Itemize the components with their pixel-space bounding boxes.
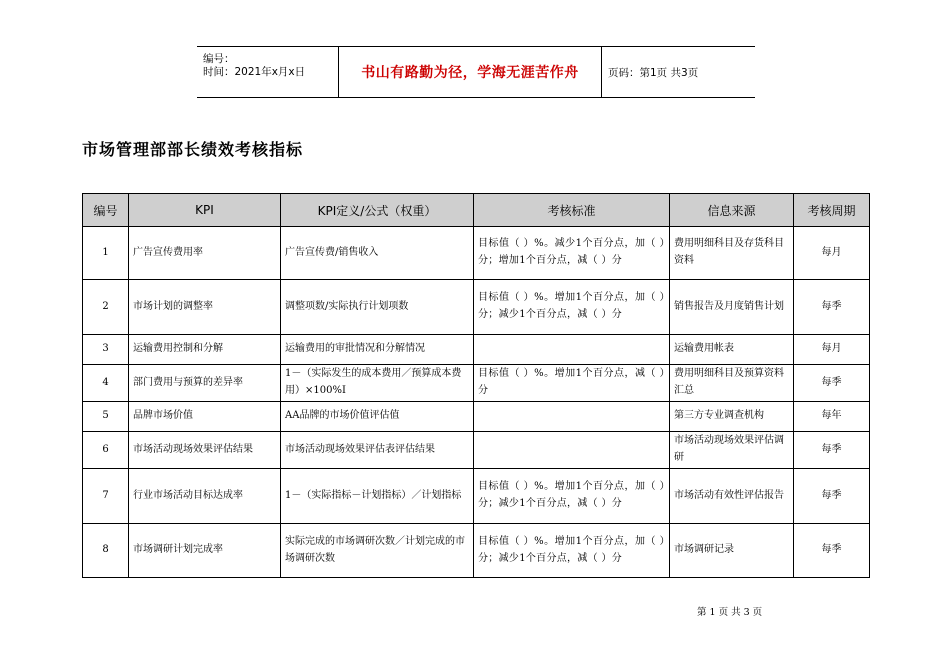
page-footer: 第 1 页 共 3 页 (697, 607, 763, 618)
info-source: 费用明细科目及预算资料汇总 (670, 365, 794, 402)
column-header: KPI (129, 194, 281, 227)
row-number: 3 (83, 335, 129, 365)
table-row (83, 365, 870, 402)
kpi-standard (474, 335, 670, 365)
kpi-definition: 市场活动现场效果评估表评估结果 (281, 432, 474, 469)
kpi-name: 市场活动现场效果评估结果 (129, 432, 281, 469)
table-row (83, 524, 870, 578)
kpi-standard (474, 432, 670, 469)
review-period: 每季 (794, 280, 870, 335)
kpi-definition: 调整项数/实际执行计划项数 (281, 280, 474, 335)
page-header (197, 46, 755, 98)
table-row (83, 402, 870, 432)
table-row (83, 280, 870, 335)
kpi-standard: 目标值（ ）%。增加1个百分点，加（ ）分；减少1个百分点，减（ ）分 (474, 524, 670, 578)
column-header: 考核周期 (794, 194, 870, 227)
kpi-standard (474, 402, 670, 432)
motto-text: 书山有路勤为径，学海无涯苦作舟 (361, 65, 579, 81)
document-title: 市场管理部部长绩效考核指标 (82, 140, 304, 159)
kpi-name: 行业市场活动目标达成率 (129, 469, 281, 524)
column-header: 考核标准 (474, 194, 670, 227)
row-number: 8 (83, 524, 129, 578)
review-period: 每季 (794, 365, 870, 402)
info-source: 市场活动现场效果评估调研 (670, 432, 794, 469)
info-source: 市场活动有效性评估报告 (670, 469, 794, 524)
column-header: KPI定义/公式（权重） (281, 194, 474, 227)
row-number: 7 (83, 469, 129, 524)
table-row (83, 227, 870, 280)
header-motto-cell (339, 47, 602, 97)
row-number: 1 (83, 227, 129, 280)
info-source: 费用明细科目及存货科目资料 (670, 227, 794, 280)
column-header: 信息来源 (670, 194, 794, 227)
table-row (83, 469, 870, 524)
info-source: 市场调研记录 (670, 524, 794, 578)
page-code: 页码：第1页 共3页 (608, 66, 699, 79)
kpi-name: 运输费用控制和分解 (129, 335, 281, 365)
review-period: 每月 (794, 335, 870, 365)
row-number: 2 (83, 280, 129, 335)
kpi-standard: 目标值（ ）%。增加1个百分点，加（ ）分；减少1个百分点，减（ ）分 (474, 280, 670, 335)
kpi-name: 品牌市场价值 (129, 402, 281, 432)
kpi-standard: 目标值（ ）%。减少1个百分点，加（ ）分；增加1个百分点，减（ ）分 (474, 227, 670, 280)
kpi-definition: 实际完成的市场调研次数／计划完成的市场调研次数 (281, 524, 474, 578)
table-row (83, 432, 870, 469)
code-label: 编号： (203, 53, 235, 65)
kpi-definition: 1－（实际指标－计划指标）／计划指标 (281, 469, 474, 524)
kpi-standard: 目标值（ ）%。增加1个百分点，加（ ）分；减少1个百分点，减（ ）分 (474, 469, 670, 524)
table-header-row (83, 194, 870, 227)
kpi-name: 部门费用与预算的差异率 (129, 365, 281, 402)
kpi-standard: 目标值（ ）%。增加1个百分点，减（ ）分 (474, 365, 670, 402)
row-number: 6 (83, 432, 129, 469)
review-period: 每年 (794, 402, 870, 432)
review-period: 每季 (794, 432, 870, 469)
table-row (83, 335, 870, 365)
info-source: 运输费用帐表 (670, 335, 794, 365)
info-source: 销售报告及月度销售计划 (670, 280, 794, 335)
review-period: 每季 (794, 524, 870, 578)
row-number: 5 (83, 402, 129, 432)
review-period: 每月 (794, 227, 870, 280)
time-label: 时间：2021年x月x日 (203, 66, 306, 78)
kpi-name: 广告宣传费用率 (129, 227, 281, 280)
kpi-definition: 广告宣传费/销售收入 (281, 227, 474, 280)
kpi-name: 市场计划的调整率 (129, 280, 281, 335)
kpi-definition: 1－（实际发生的成本费用／预算成本费用）×100%I (281, 365, 474, 402)
column-header: 编号 (83, 194, 129, 227)
header-page-cell (602, 47, 755, 97)
review-period: 每季 (794, 469, 870, 524)
kpi-name: 市场调研计划完成率 (129, 524, 281, 578)
header-meta-cell (197, 47, 339, 97)
kpi-definition: 运输费用的审批情况和分解情况 (281, 335, 474, 365)
row-number: 4 (83, 365, 129, 402)
kpi-definition: AA品牌的市场价值评估值 (281, 402, 474, 432)
info-source: 第三方专业调查机构 (670, 402, 794, 432)
kpi-table (82, 193, 870, 578)
